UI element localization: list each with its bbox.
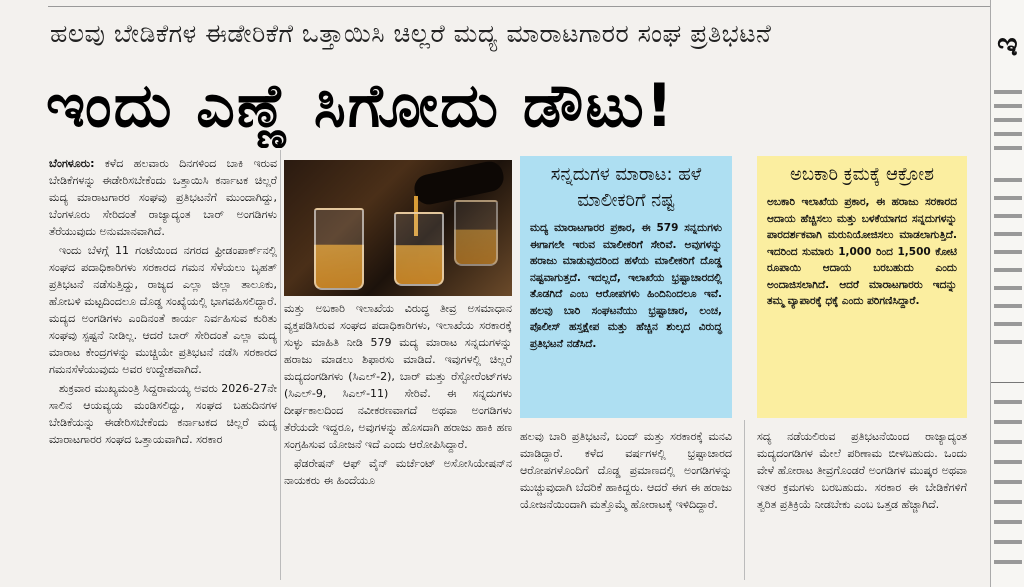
- text-line: [994, 132, 1022, 136]
- text-line: [994, 440, 1022, 444]
- paragraph: ಬೆಂಗಳೂರು: ಕಳೆದ ಹಲವಾರು ದಿನಗಳಿಂದ ಬಾಕಿ ಇರುವ ಬೇಡಿಕೆಗಳನ್ನು ಈಡೇರಿಸಬೇಕೆಂದು ಒತ್ತಾಯಿಸಿ ಕರ್ನಾಟಕ ಚಿಲ್ಲರೆ ಮದ್ಯ ಮಾರಾಟಗಾರರ ಸಂಘವು ಪ್ರತಿಭಟನೆಗೆ ಮುಂದಾಗಿದ್ದು, ಬೆಂಗಳೂರು ಸೇರಿದಂತೆ ರಾಜ್ಯಾದ್ಯಂತ ಬಾರ್ ಅಂಗಡಿಗಳು ತೆರೆಯುವುದು ಅನುಮಾನವಾಗಿದೆ.: [49, 157, 277, 238]
- text-line: [994, 118, 1022, 122]
- text-line: [994, 340, 1022, 344]
- top-rule: [48, 6, 992, 7]
- text-line: [994, 460, 1022, 464]
- text-line: [994, 214, 1022, 218]
- glass-icon: [454, 200, 498, 266]
- text-line: [994, 520, 1022, 524]
- article-column-4: [757, 428, 967, 575]
- text-line: [994, 304, 1022, 308]
- text-line: [994, 90, 1022, 94]
- adjacent-headline-fragment: ಇ: [997, 25, 1018, 63]
- text-line: [994, 500, 1022, 504]
- box-title: ಅಬಕಾರಿ ಕ್ರಮಕ್ಕೆ ಆಕ್ರೋಶ: [790, 164, 934, 185]
- glass-icon: [394, 212, 444, 286]
- liquor-glasses-photo: [284, 160, 512, 296]
- box-body: ಮದ್ಯ ಮಾರಾಟಗಾರರ ಪ್ರಕಾರ, ಈ 579 ಸನ್ನದುಗಳು ಈಗಾಗಲೇ ಇರುವ ಮಾಲೀಕರಿಗೆ ಸೇರಿವೆ. ಅವುಗಳನ್ನು ಹರಾಜು ಮಾಡುವುದರಿಂದ ಹಳೆಯ ಮಾಲೀಕರಿಗೆ ದೊಡ್ಡ ನಷ್ಟವಾಗುತ್ತದೆ. ಇದಲ್ಲದೆ, ಇಲಾಖೆಯ ಭ್ರಷ್ಟಾಚಾರದಲ್ಲಿ ತೊಡಗಿದೆ ಎಂಬ ಆರೋಪಗಳು ಹಿಂದಿನಿಂದಲೂ ಇವೆ. ಹಲವು ಬಾರಿ ಸಂಘಟನೆಯು ಭ್ರಷ್ಟಾಚಾರ, ಲಂಚ, ಪೊಲೀಸ್ ಹಸ್ತಕ್ಷೇಪ ಮತ್ತು ಹೆಚ್ಚಿನ ಶುಲ್ಕದ ವಿರುದ್ಧ ಪ್ರತಿಭಟನೆ ನಡೆಸಿದೆ.: [530, 222, 722, 350]
- article-column-1: [49, 155, 277, 575]
- article-column-2: [284, 300, 512, 575]
- text-line: [994, 250, 1022, 254]
- text-line: [994, 400, 1022, 404]
- adjacent-article-edge: [990, 0, 1024, 587]
- text-line: [994, 232, 1022, 236]
- text-line: [994, 540, 1022, 544]
- subheadline: ಹಲವು ಬೇಡಿಕೆಗಳ ಈಡೇರಿಕೆಗೆ ಒತ್ತಾಯಿಸಿ ಚಿಲ್ಲರೆ ಮದ್ಯ ಮಾರಾಟಗಾರರ ಸಂಘ ಪ್ರತಿಭಟನೆ: [50, 19, 772, 48]
- sidebar-box-licences: [520, 156, 732, 418]
- dateline: ಬೆಂಗಳೂರು:: [49, 157, 95, 170]
- text-line: [994, 268, 1022, 272]
- paragraph: ಹಲವು ಬಾರಿ ಪ್ರತಿಭಟನೆ, ಬಂದ್ ಮತ್ತು ಸರಕಾರಕ್ಕೆ ಮನವಿ ಮಾಡಿದ್ದಾರೆ. ಕಳೆದ ವರ್ಷಗಳಲ್ಲಿ ಭ್ರಷ್ಟಾಚಾರದ ಆರೋಪಗಳೊಂದಿಗೆ ದೊಡ್ಡ ಪ್ರಮಾಣದಲ್ಲಿ ಅಂಗಡಿಗಳನ್ನು ಮುಚ್ಚುವುದಾಗಿ ಬೆದರಿಕೆ ಹಾಕಿದ್ದರು. ಆದರೆ ಈಗ ಈ ಹರಾಜು ಯೋಜನೆಯಿಂದಾಗಿ ಮತ್ತೊಮ್ಮೆ ಹೋರಾಟಕ್ಕೆ ಇಳಿದಿದ್ದಾರೆ.: [520, 430, 732, 511]
- column-divider: [744, 420, 745, 580]
- paragraph: ಶುಕ್ರವಾರ ಮುಖ್ಯಮಂತ್ರಿ ಸಿದ್ದರಾಮಯ್ಯ ಅವರು 2026-27ನೇ ಸಾಲಿನ ಆಯವ್ಯಯ ಮಂಡಿಸಲಿದ್ದು, ಸಂಘದ ಬಹುದಿನಗಳ ಬೇಡಿಕೆಯನ್ನು ಈಡೇರಿಸಬೇಕೆಂದು ಕರ್ನಾಟಕದ ಚಿಲ್ಲರೆ ಮದ್ಯ ಮಾರಾಟಗಾರರ ಸಂಘದ ಒತ್ತಾಯವಾಗಿದೆ. ಸರಕಾರ: [49, 382, 277, 446]
- text-line: [994, 104, 1022, 108]
- text-line: [994, 560, 1022, 564]
- text-line: [994, 420, 1022, 424]
- glass-icon: [314, 208, 364, 290]
- headline: ಇಂದು ಎಣ್ಣೆ ಸಿಗೋದು ಡೌಟು!: [46, 71, 676, 141]
- text-line: [994, 286, 1022, 290]
- box-body: ಅಬಕಾರಿ ಇಲಾಖೆಯ ಪ್ರಕಾರ, ಈ ಹರಾಜು ಸರಕಾರದ ಆದಾಯ ಹೆಚ್ಚಿಸಲು ಮತ್ತು ಬಳಕೆಯಾಗದ ಸನ್ನದುಗಳನ್ನು ಪಾರದರ್ಶಕವಾಗಿ ಮರುನಿಯೋಜಿಸಲು ಮಾಡಲಾಗುತ್ತಿದೆ. ಇದರಿಂದ ಸುಮಾರು 1,000 ರಿಂದ 1,500 ಕೋಟಿ ರೂಪಾಯಿ ಆದಾಯ ಬರಬಹುದು ಎಂದು ಅಂದಾಜಿಸಲಾಗಿದೆ. ಆದರೆ ಮಾರಾಟಗಾರರು ಇದನ್ನು ತಮ್ಮ ವ್ಯಾಪಾರಕ್ಕೆ ಧಕ್ಕೆ ಎಂದು ಪರಿಗಣಿಸಿದ್ದಾರೆ.: [767, 196, 957, 307]
- text-line: [994, 146, 1022, 150]
- paragraph: ಸದ್ಯ ನಡೆಯಲಿರುವ ಪ್ರತಿಭಟನೆಯಿಂದ ರಾಜ್ಯಾದ್ಯಂತ ಮದ್ಯದಂಗಡಿಗಳ ಮೇಲೆ ಪರಿಣಾಮ ಬೀಳಬಹುದು. ಒಂದು ವೇಳೆ ಹೋರಾಟ ತೀವ್ರಗೊಂಡರೆ ಅಂಗಡಿಗಳ ಮುಷ್ಕರ ಅಥವಾ ಇತರ ಕ್ರಮಗಳು ಬರಬಹುದು. ಸರಕಾರ ಈ ಬೇಡಿಕೆಗಳಿಗೆ ತ್ವರಿತ ಪ್ರತಿಕ್ರಿಯೆ ನೀಡಬೇಕು ಎಂಬ ಒತ್ತಡ ಹೆಚ್ಚಾಗಿದೆ.: [757, 430, 967, 511]
- text-line: [994, 480, 1022, 484]
- text-line: [994, 178, 1022, 182]
- paragraph: ಮತ್ತು ಅಬಕಾರಿ ಇಲಾಖೆಯ ವಿರುದ್ಧ ತೀವ್ರ ಅಸಮಾಧಾನ ವ್ಯಕ್ತಪಡಿಸಿರುವ ಸಂಘದ ಪದಾಧಿಕಾರಿಗಳು, ಇಲಾಖೆಯ ಸರಕಾರಕ್ಕೆ ಸುಳ್ಳು ಮಾಹಿತಿ ನೀಡಿ 579 ಮದ್ಯ ಮಾರಾಟ ಸನ್ನದುಗಳನ್ನು ಹರಾಜು ಮಾಡಲು ಶಿಫಾರಸು ಮಾಡಿದೆ. ಇವುಗಳಲ್ಲಿ ಚಿಲ್ಲರೆ ಮದ್ಯದಂಗಡಿಗಳು (ಸಿಎಲ್-2), ಬಾರ್ ಮತ್ತು ರೆಸ್ಟೋರೆಂಟ್‌ಗಳು (ಸಿಎಲ್-9, ಸಿಎಲ್-11) ಸೇರಿವೆ. ಈ ಸನ್ನದುಗಳು ದೀರ್ಘಕಾಲದಿಂದ ನವೀಕರಣವಾಗದೆ ಅಥವಾ ಅಂಗಡಿಗಳು ತೆರೆಯದೇ ಇದ್ದರೂ, ಅವುಗಳನ್ನು ಹೊಸದಾಗಿ ಹರಾಜು ಹಾಕಿ ಹಣ ಸಂಗ್ರಹಿಸುವ ಯೋಜನೆ ಇದೆ ಎಂದು ಆರೋಪಿಸಿದ್ದಾರೆ.: [284, 302, 512, 451]
- text-line: [994, 322, 1022, 326]
- column-divider: [280, 150, 281, 580]
- box-title: ಸನ್ನದುಗಳ ಮಾರಾಟ: ಹಳೆ ಮಾಲೀಕರಿಗೆ ನಷ್ಟ: [550, 164, 702, 211]
- paragraph: ಇಂದು ಬೆಳಗ್ಗೆ 11 ಗಂಟೆಯಿಂದ ನಗರದ ಫ್ರೀಡಂಪಾರ್ಕ್‌ನಲ್ಲಿ ಸಂಘದ ಪದಾಧಿಕಾರಿಗಳು ಸರಕಾರದ ಗಮನ ಸೆಳೆಯಲು ಬೃಹತ್ ಪ್ರತಿಭಟನೆ ನಡೆಸುತ್ತಿದ್ದು, ರಾಜ್ಯದ ಎಲ್ಲಾ ಜಿಲ್ಲಾ ತಾಲೂಕು, ಹೋಬಳಿ ಮಟ್ಟದಿಂದಲೂ ದೊಡ್ಡ ಸಂಖ್ಯೆಯಲ್ಲಿ ಭಾಗವಹಿಸಲಿದ್ದಾರೆ. ಮದ್ಯದ ಅಂಗಡಿಗಳು ಎಂದಿನಂತೆ ಕಾರ್ಯ ನಿರ್ವಹಿಸುವ ಕುರಿತು ಸಂಘವು ಸ್ಪಷ್ಟನೆ ನೀಡಿಲ್ಲ. ಆದರೆ ಬಾರ್ ಸೇರಿದಂತೆ ಎಲ್ಲಾ ಮದ್ಯ ಮಾರಾಟ ಕೇಂದ್ರಗಳನ್ನು ಮುಚ್ಚಿಯೇ ಪ್ರತಿಭಟನೆ ನಡೆಸಿ ಸರಕಾರದ ಗಮನಸೆಳೆಯುವುದು ಅವರ ಉದ್ದೇಶವಾಗಿದೆ.: [49, 244, 277, 376]
- paragraph: ಫೆಡರೇಷನ್ ಆಫ್ ವೈನ್ ಮರ್ಚೆಂಟ್ ಅಸೋಸಿಯೇಷನ್‌ನ ನಾಯಕರು ಈ ಹಿಂದೆಯೂ: [284, 457, 512, 487]
- text-line: [994, 196, 1022, 200]
- sidebar-box-excise: [757, 156, 967, 418]
- article-column-3: [520, 428, 732, 575]
- box-border: [991, 382, 1024, 383]
